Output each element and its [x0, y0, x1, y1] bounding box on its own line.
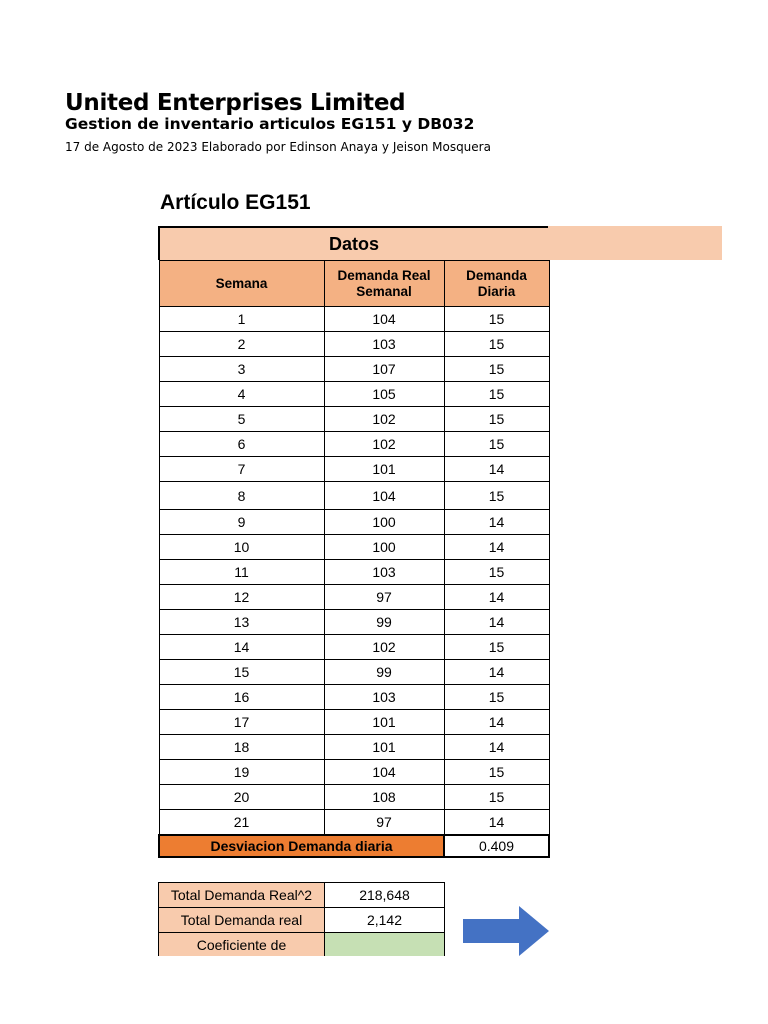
cell-demanda-diaria: 15	[444, 407, 549, 432]
table-row	[159, 510, 549, 535]
cell-demanda-real: 103	[324, 560, 444, 585]
table-row	[159, 660, 549, 685]
cell-demanda-diaria: 15	[444, 382, 549, 407]
cell-semana: 16	[159, 685, 324, 710]
company-name: United Enterprises Limited	[65, 90, 406, 116]
col-header-demanda-diaria-text: Demanda Diaria	[466, 267, 527, 299]
datos-title: Datos	[158, 226, 548, 260]
total-label: Total Demanda real	[159, 908, 325, 933]
table-row	[159, 535, 549, 560]
cell-semana: 2	[159, 332, 324, 357]
deviation-label: Desviacion Demanda diaria	[159, 835, 444, 857]
cell-semana: 14	[159, 635, 324, 660]
table-row	[159, 810, 549, 836]
cell-demanda-real: 99	[324, 660, 444, 685]
cell-demanda-diaria: 15	[444, 685, 549, 710]
col-header-demanda-real-text: Demanda Real Semanal	[337, 267, 431, 299]
cell-demanda-diaria: 15	[444, 432, 549, 457]
cell-demanda-diaria: 15	[444, 760, 549, 785]
cell-demanda-real: 97	[324, 810, 444, 836]
totals-row	[159, 908, 445, 933]
table-row	[159, 560, 549, 585]
cell-semana: 21	[159, 810, 324, 836]
table-row	[159, 710, 549, 735]
table-header-row	[159, 261, 549, 307]
deviation-value: 0.409	[444, 835, 549, 857]
cell-demanda-diaria: 15	[444, 357, 549, 382]
cell-demanda-real: 101	[324, 735, 444, 760]
table-row	[159, 432, 549, 457]
cell-demanda-real: 105	[324, 382, 444, 407]
cell-semana: 20	[159, 785, 324, 810]
cell-demanda-diaria: 14	[444, 610, 549, 635]
totals-row	[159, 883, 445, 908]
table-row	[159, 482, 549, 510]
cell-demanda-diaria: 14	[444, 735, 549, 760]
cell-demanda-real: 104	[324, 760, 444, 785]
cell-demanda-real: 103	[324, 685, 444, 710]
cell-demanda-real: 100	[324, 510, 444, 535]
table-row	[159, 457, 549, 482]
cell-demanda-real: 102	[324, 407, 444, 432]
cell-demanda-diaria: 14	[444, 457, 549, 482]
cell-demanda-real: 99	[324, 610, 444, 635]
cell-demanda-real: 107	[324, 357, 444, 382]
cell-semana: 13	[159, 610, 324, 635]
cell-demanda-real: 104	[324, 307, 444, 332]
table-row	[159, 785, 549, 810]
table-row	[159, 735, 549, 760]
table-row	[159, 585, 549, 610]
cell-demanda-real: 101	[324, 457, 444, 482]
cell-semana: 9	[159, 510, 324, 535]
table-row	[159, 407, 549, 432]
cell-demanda-real: 108	[324, 785, 444, 810]
cell-semana: 7	[159, 457, 324, 482]
table-row	[159, 382, 549, 407]
cell-semana: 1	[159, 307, 324, 332]
total-sq-label: Total Demanda Real^2	[159, 883, 325, 908]
coef-label: Coeficiente de	[159, 933, 325, 982]
cell-semana: 11	[159, 560, 324, 585]
cell-demanda-real: 103	[324, 332, 444, 357]
cell-semana: 12	[159, 585, 324, 610]
cell-demanda-real: 102	[324, 635, 444, 660]
col-header-semana: Semana	[159, 261, 324, 307]
cell-demanda-real: 102	[324, 432, 444, 457]
page-clip	[150, 956, 570, 1024]
arrow-right-icon	[463, 906, 549, 956]
table-row	[159, 610, 549, 635]
cell-demanda-diaria: 15	[444, 785, 549, 810]
cell-demanda-real: 101	[324, 710, 444, 735]
cell-demanda-diaria: 14	[444, 710, 549, 735]
cell-semana: 10	[159, 535, 324, 560]
table-row	[159, 635, 549, 660]
article-title: Artículo EG151	[160, 191, 311, 214]
col-header-demanda-diaria	[444, 261, 549, 307]
col-header-demanda-real	[324, 261, 444, 307]
cell-demanda-diaria: 14	[444, 660, 549, 685]
cell-semana: 19	[159, 760, 324, 785]
cell-semana: 5	[159, 407, 324, 432]
cell-demanda-real: 97	[324, 585, 444, 610]
cell-semana: 17	[159, 710, 324, 735]
cell-demanda-diaria: 14	[444, 585, 549, 610]
cell-demanda-diaria: 14	[444, 535, 549, 560]
cell-semana: 8	[159, 482, 324, 510]
cell-demanda-diaria: 14	[444, 510, 549, 535]
cell-demanda-diaria: 14	[444, 810, 549, 836]
cell-demanda-real: 104	[324, 482, 444, 510]
cell-semana: 6	[159, 432, 324, 457]
date-author-line: 17 de Agosto de 2023 Elaborado por Edinson Anaya y Jeison Mosquera	[65, 140, 491, 154]
cell-demanda-real: 100	[324, 535, 444, 560]
table-row	[159, 357, 549, 382]
total-sq-value: 218,648	[325, 883, 445, 908]
table-row	[159, 685, 549, 710]
deviation-row	[159, 835, 549, 857]
table-body	[159, 307, 549, 836]
cell-demanda-diaria: 15	[444, 307, 549, 332]
table-row	[159, 760, 549, 785]
document-subtitle: Gestion de inventario articulos EG151 y DB032	[65, 115, 475, 133]
cell-demanda-diaria: 15	[444, 560, 549, 585]
cell-demanda-diaria: 15	[444, 482, 549, 510]
demand-table	[158, 260, 550, 858]
cell-semana: 18	[159, 735, 324, 760]
cell-semana: 15	[159, 660, 324, 685]
total-value: 2,142	[325, 908, 445, 933]
cell-semana: 4	[159, 382, 324, 407]
table-row	[159, 307, 549, 332]
cell-semana: 3	[159, 357, 324, 382]
cell-demanda-diaria: 15	[444, 635, 549, 660]
cell-demanda-diaria: 15	[444, 332, 549, 357]
table-row	[159, 332, 549, 357]
